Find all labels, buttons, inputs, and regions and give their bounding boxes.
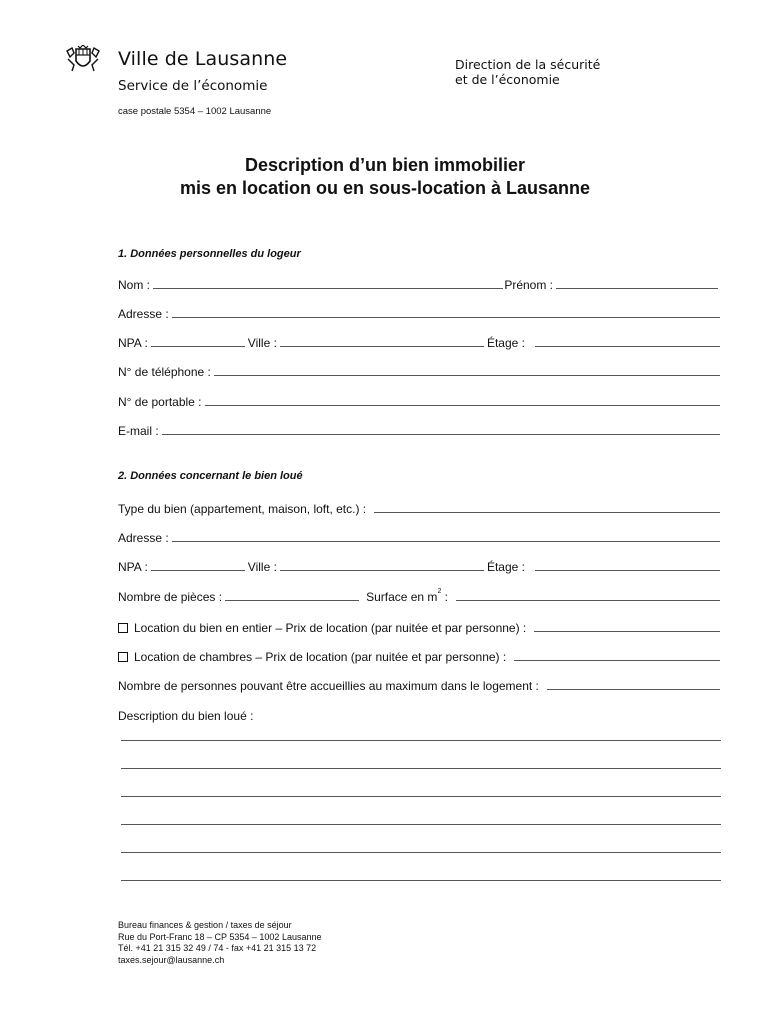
pieces-label: Nombre de pièces : <box>118 590 223 604</box>
description-line-3[interactable] <box>121 796 721 797</box>
prenom-label: Prénom : <box>504 278 553 292</box>
personnes-field[interactable] <box>547 689 720 690</box>
ville-field[interactable] <box>280 346 484 347</box>
service-name: Service de l’économie <box>118 78 268 94</box>
postal-address: case postale 5354 – 1002 Lausanne <box>118 106 272 117</box>
npa-bien-label: NPA : <box>118 560 148 574</box>
description-line-4[interactable] <box>121 824 721 825</box>
adresse-label: Adresse : <box>118 307 169 321</box>
type-row <box>118 500 721 516</box>
portable-row <box>118 393 721 409</box>
footer-email[interactable]: taxes.sejour@lausanne.ch <box>118 954 225 965</box>
direction-line-2: et de l’économie <box>455 72 560 87</box>
direction-line-1: Direction de la sécurité <box>455 57 601 72</box>
adresse-bien-label: Adresse : <box>118 531 169 545</box>
email-row <box>118 422 721 438</box>
npa-ville-etage-row <box>118 334 721 350</box>
location-entier-price-field[interactable] <box>534 631 720 632</box>
footer-line-1: Bureau finances & gestion / taxes de séjour <box>118 920 292 930</box>
adresse-field[interactable] <box>172 317 720 318</box>
footer-line-2: Rue du Port-Franc 18 – CP 5354 – 1002 Lausanne <box>118 931 322 942</box>
surface-field[interactable] <box>456 600 720 601</box>
lausanne-logo <box>64 45 102 75</box>
location-entier-checkbox[interactable] <box>118 623 128 633</box>
surface-label <box>366 590 448 604</box>
type-field[interactable] <box>374 512 720 513</box>
description-line-5[interactable] <box>121 852 721 853</box>
page-title-line-2: mis en location ou en sous-location à Lausanne <box>179 178 591 198</box>
surface-exponent: 2 <box>437 588 442 595</box>
portable-label: N° de portable : <box>118 395 202 409</box>
telephone-label: N° de téléphone : <box>118 365 211 379</box>
description-line-1[interactable] <box>121 740 721 741</box>
surface-label-text: Surface en m <box>366 590 438 604</box>
location-entier-label: Location du bien en entier – Prix de location (par nuitée et par personne) : <box>134 621 527 635</box>
pieces-field[interactable] <box>225 600 359 601</box>
prenom-field[interactable] <box>556 288 718 289</box>
personnes-row <box>118 677 721 693</box>
npa-field[interactable] <box>151 346 245 347</box>
npa-bien-field[interactable] <box>151 570 245 571</box>
npa-label: NPA : <box>118 336 148 350</box>
location-entier-row <box>118 619 721 635</box>
description-line-2[interactable] <box>121 768 721 769</box>
telephone-row <box>118 363 721 379</box>
location-chambres-price-field[interactable] <box>514 660 720 661</box>
nom-field[interactable] <box>153 288 503 289</box>
description-row <box>118 707 721 723</box>
etage-field[interactable] <box>535 346 720 347</box>
surface-label-colon: : <box>441 590 449 604</box>
location-chambres-label: Location de chambres – Prix de location (par nuitée et par personne) : <box>134 650 507 664</box>
org-name: Ville de Lausanne <box>118 48 288 70</box>
npa-ville-etage-bien-row <box>118 558 721 574</box>
telephone-field[interactable] <box>214 375 720 376</box>
email-field[interactable] <box>162 434 720 435</box>
email-label: E-mail : <box>118 424 159 438</box>
location-chambres-checkbox[interactable] <box>118 652 128 662</box>
etage-bien-label: Étage : <box>486 560 525 574</box>
ville-bien-field[interactable] <box>280 570 484 571</box>
nom-label: Nom : <box>118 278 151 292</box>
nom-prenom-row <box>118 276 721 292</box>
description-label: Description du bien loué : <box>118 709 254 723</box>
personnes-label: Nombre de personnes pouvant être accueillies au maximum dans le logement : <box>118 679 539 693</box>
location-chambres-row <box>118 648 721 664</box>
ville-bien-label: Ville : <box>247 560 277 574</box>
ville-label: Ville : <box>247 336 277 350</box>
adresse-bien-row <box>118 529 721 545</box>
description-line-6[interactable] <box>121 880 721 881</box>
page-title-line-1: Description d’un bien immobilier <box>244 155 526 175</box>
pieces-surface-row <box>118 588 721 604</box>
portable-field[interactable] <box>205 405 720 406</box>
footer-contact <box>118 920 321 966</box>
etage-label: Étage : <box>486 336 525 350</box>
adresse-row <box>118 305 721 321</box>
adresse-bien-field[interactable] <box>172 541 720 542</box>
direction-block <box>455 57 600 87</box>
type-label: Type du bien (appartement, maison, loft, etc.) : <box>118 502 367 516</box>
footer-line-3: Tél. +41 21 315 32 49 / 74 - fax +41 21 315 13 72 <box>118 943 317 953</box>
section-2-heading: 2. Données concernant le bien loué <box>118 470 303 482</box>
etage-bien-field[interactable] <box>535 570 720 571</box>
section-1-heading: 1. Données personnelles du logeur <box>118 248 301 260</box>
coat-of-arms-icon <box>64 45 102 75</box>
